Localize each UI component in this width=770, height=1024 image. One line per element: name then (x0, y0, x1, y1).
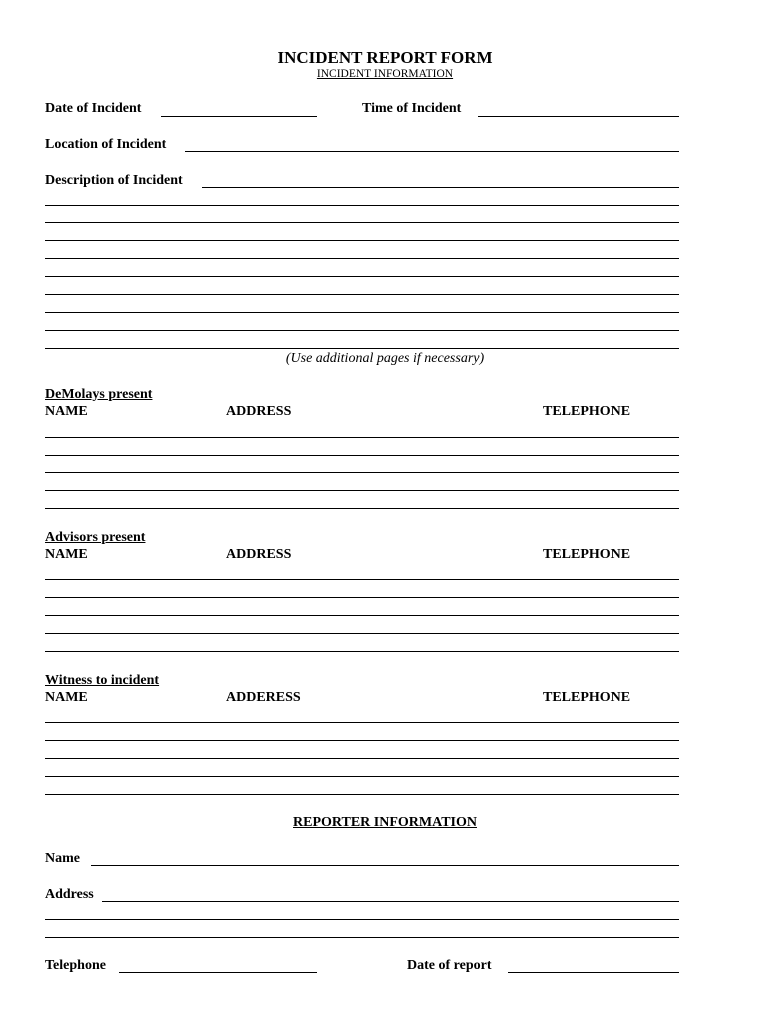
date-of-incident-field[interactable] (161, 116, 317, 117)
reporter-address-line[interactable] (45, 919, 679, 920)
location-field[interactable] (185, 151, 679, 152)
date-of-report-label: Date of report (407, 958, 492, 973)
form-subtitle: INCIDENT INFORMATION (316, 68, 454, 80)
advisors-col-address: ADDRESS (226, 547, 292, 562)
description-line[interactable] (45, 348, 679, 349)
reporter-telephone-field[interactable] (119, 972, 317, 973)
description-line[interactable] (45, 240, 679, 241)
time-of-incident-field[interactable] (478, 116, 679, 117)
reporter-telephone-label: Telephone (45, 958, 106, 973)
additional-pages-note: (Use additional pages if necessary) (285, 351, 485, 366)
advisors-col-name: NAME (45, 547, 88, 562)
witness-row-line[interactable] (45, 740, 679, 741)
demolays-row-line[interactable] (45, 490, 679, 491)
description-line[interactable] (45, 258, 679, 259)
witness-col-address: ADDERESS (226, 690, 301, 705)
reporter-name-field[interactable] (91, 865, 679, 866)
demolays-row-line[interactable] (45, 437, 679, 438)
witness-col-name: NAME (45, 690, 88, 705)
location-label: Location of Incident (45, 137, 167, 152)
description-line[interactable] (45, 312, 679, 313)
reporter-heading: REPORTER INFORMATION (293, 815, 477, 830)
description-label: Description of Incident (45, 173, 183, 188)
description-line[interactable] (45, 276, 679, 277)
advisors-row-line[interactable] (45, 633, 679, 634)
description-line[interactable] (45, 330, 679, 331)
demolays-heading: DeMolays present (45, 387, 153, 402)
advisors-row-line[interactable] (45, 651, 679, 652)
witness-row-line[interactable] (45, 758, 679, 759)
witness-heading: Witness to incident (45, 673, 160, 688)
advisors-heading: Advisors present (45, 530, 146, 545)
demolays-col-address: ADDRESS (226, 404, 292, 419)
description-line[interactable] (45, 205, 679, 206)
description-line[interactable] (45, 222, 679, 223)
reporter-address-label: Address (45, 887, 94, 902)
witness-col-telephone: TELEPHONE (543, 690, 631, 705)
advisors-row-line[interactable] (45, 615, 679, 616)
reporter-address-line[interactable] (45, 937, 679, 938)
description-line[interactable] (45, 294, 679, 295)
demolays-row-line[interactable] (45, 508, 679, 509)
reporter-address-field[interactable] (102, 901, 679, 902)
description-field[interactable] (202, 187, 679, 188)
demolays-row-line[interactable] (45, 455, 679, 456)
date-of-report-field[interactable] (508, 972, 679, 973)
advisors-row-line[interactable] (45, 597, 679, 598)
reporter-name-label: Name (45, 851, 80, 866)
witness-row-line[interactable] (45, 776, 679, 777)
form-title: INCIDENT REPORT FORM (277, 48, 493, 67)
witness-row-line[interactable] (45, 722, 679, 723)
advisors-col-telephone: TELEPHONE (543, 547, 631, 562)
time-of-incident-label: Time of Incident (362, 101, 462, 116)
date-of-incident-label: Date of Incident (45, 101, 142, 116)
demolays-col-name: NAME (45, 404, 88, 419)
demolays-row-line[interactable] (45, 472, 679, 473)
witness-row-line[interactable] (45, 794, 679, 795)
advisors-row-line[interactable] (45, 579, 679, 580)
demolays-col-telephone: TELEPHONE (543, 404, 631, 419)
